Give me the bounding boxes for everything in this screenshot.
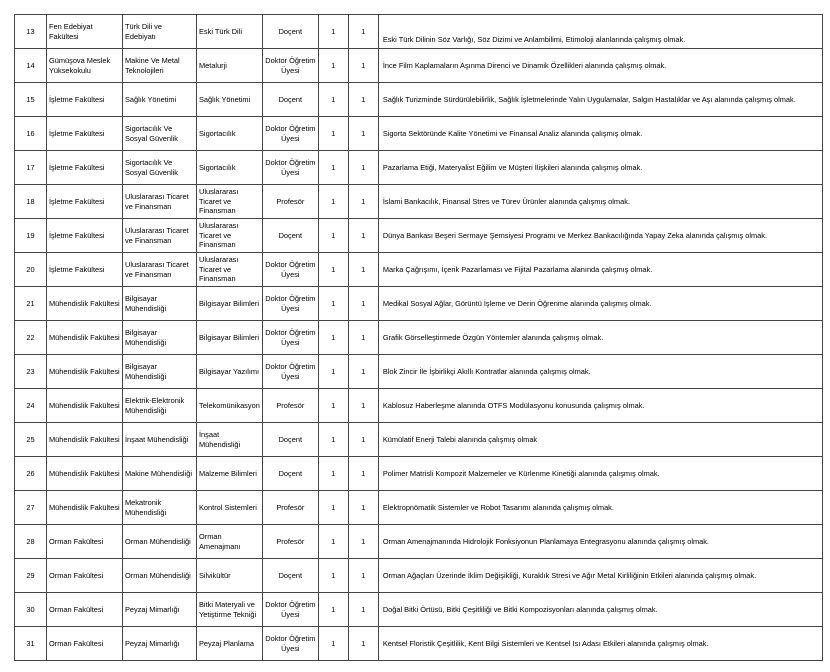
faculty-cell: Orman Fakültesi bbox=[47, 627, 123, 661]
table-row bbox=[15, 457, 823, 491]
requirement-cell: Eski Türk Dilinin Söz Varlığı, Söz Dizimi ve Anlambilimi, Etimoloji alanlarında çalışmış olmak. bbox=[378, 15, 822, 49]
department-cell: Türk Dili ve Edebiyatı bbox=[123, 15, 197, 49]
row-number: 15 bbox=[15, 83, 47, 117]
department-cell: Peyzaj Mimarlığı bbox=[123, 593, 197, 627]
count-a-cell: 1 bbox=[318, 253, 348, 287]
count-a-cell: 1 bbox=[318, 423, 348, 457]
table-row bbox=[15, 83, 823, 117]
requirement-cell: İslami Bankacılık, Finansal Stres ve Türev Ürünler alanında çalışmış olmak. bbox=[378, 185, 822, 219]
table-row bbox=[15, 49, 823, 83]
field-cell: Uluslararası Ticaret ve Finansman bbox=[197, 185, 263, 219]
field-cell: Metalurji bbox=[197, 49, 263, 83]
row-number: 23 bbox=[15, 355, 47, 389]
department-cell: Makine Mühendisliği bbox=[123, 457, 197, 491]
department-cell: Uluslararası Ticaret ve Finansman bbox=[123, 219, 197, 253]
count-b-cell: 1 bbox=[348, 15, 378, 49]
faculty-cell: İşletme Fakültesi bbox=[47, 185, 123, 219]
faculty-cell: Mühendislik Fakültesi bbox=[47, 423, 123, 457]
count-b-cell: 1 bbox=[348, 253, 378, 287]
title-cell: Doktor Öğretim Üyesi bbox=[262, 593, 318, 627]
table-row bbox=[15, 355, 823, 389]
row-number: 16 bbox=[15, 117, 47, 151]
count-b-cell: 1 bbox=[348, 287, 378, 321]
row-number: 13 bbox=[15, 15, 47, 49]
title-cell: Profesör bbox=[262, 185, 318, 219]
title-cell: Doktor Öğretim Üyesi bbox=[262, 117, 318, 151]
title-cell: Profesör bbox=[262, 525, 318, 559]
field-cell: Bilgisayar Yazılımı bbox=[197, 355, 263, 389]
faculty-cell: Fen Edebiyat Fakültesi bbox=[47, 15, 123, 49]
title-cell: Doçent bbox=[262, 457, 318, 491]
department-cell: Bilgisayar Mühendisliği bbox=[123, 321, 197, 355]
row-number: 21 bbox=[15, 287, 47, 321]
position-table bbox=[14, 14, 823, 661]
row-number: 25 bbox=[15, 423, 47, 457]
department-cell: Bilgisayar Mühendisliği bbox=[123, 355, 197, 389]
field-cell: Telekomünikasyon bbox=[197, 389, 263, 423]
title-cell: Profesör bbox=[262, 389, 318, 423]
requirement-cell: Dünya Bankası Beşeri Sermaye Şemsiyesi Programı ve Merkez Bankacılığında Yapay Zeka alanında çalışmış olmak. bbox=[378, 219, 822, 253]
table-row bbox=[15, 491, 823, 525]
requirement-cell: Polimer Matrisli Kompozit Malzemeler ve Kürlenme Kinetiği alanında çalışmış olmak. bbox=[378, 457, 822, 491]
count-b-cell: 1 bbox=[348, 117, 378, 151]
department-cell: Uluslararası Ticaret ve Finansman bbox=[123, 253, 197, 287]
field-cell: Sigortacılık bbox=[197, 151, 263, 185]
field-cell: Uluslararası Ticaret ve Finansman bbox=[197, 253, 263, 287]
count-a-cell: 1 bbox=[318, 321, 348, 355]
row-number: 27 bbox=[15, 491, 47, 525]
count-b-cell: 1 bbox=[348, 457, 378, 491]
field-cell: Bilgisayar Bilimleri bbox=[197, 287, 263, 321]
field-cell: Eski Türk Dili bbox=[197, 15, 263, 49]
title-cell: Doktor Öğretim Üyesi bbox=[262, 627, 318, 661]
row-number: 30 bbox=[15, 593, 47, 627]
requirement-cell: Kentsel Floristik Çeşitlilik, Kent Bilgi Sistemleri ve Kentsel Isı Adası Etkileri alanında çalışmış olmak. bbox=[378, 627, 822, 661]
row-number: 14 bbox=[15, 49, 47, 83]
count-a-cell: 1 bbox=[318, 355, 348, 389]
count-b-cell: 1 bbox=[348, 491, 378, 525]
title-cell: Doçent bbox=[262, 219, 318, 253]
count-a-cell: 1 bbox=[318, 83, 348, 117]
department-cell: Peyzaj Mimarlığı bbox=[123, 627, 197, 661]
title-cell: Doktor Öğretim Üyesi bbox=[262, 49, 318, 83]
faculty-cell: Orman Fakültesi bbox=[47, 593, 123, 627]
requirement-cell: Elektropnömatik Sistemler ve Robot Tasarımı alanında çalışmış olmak. bbox=[378, 491, 822, 525]
department-cell: Sigortacılık Ve Sosyal Güvenlik bbox=[123, 151, 197, 185]
title-cell: Doktor Öğretim Üyesi bbox=[262, 287, 318, 321]
table-row bbox=[15, 559, 823, 593]
row-number: 22 bbox=[15, 321, 47, 355]
field-cell: Kontrol Sistemleri bbox=[197, 491, 263, 525]
department-cell: Uluslararası Ticaret ve Finansman bbox=[123, 185, 197, 219]
row-number: 29 bbox=[15, 559, 47, 593]
faculty-cell: Mühendislik Fakültesi bbox=[47, 287, 123, 321]
count-b-cell: 1 bbox=[348, 49, 378, 83]
row-number: 26 bbox=[15, 457, 47, 491]
field-cell: Sigortacılık bbox=[197, 117, 263, 151]
count-b-cell: 1 bbox=[348, 219, 378, 253]
title-cell: Doçent bbox=[262, 15, 318, 49]
row-number: 20 bbox=[15, 253, 47, 287]
faculty-cell: Gümüşova Meslek Yüksekokulu bbox=[47, 49, 123, 83]
field-cell: Sağlık Yönetimi bbox=[197, 83, 263, 117]
count-b-cell: 1 bbox=[348, 355, 378, 389]
faculty-cell: İşletme Fakültesi bbox=[47, 117, 123, 151]
faculty-cell: Orman Fakültesi bbox=[47, 559, 123, 593]
title-cell: Doktor Öğretim Üyesi bbox=[262, 151, 318, 185]
count-a-cell: 1 bbox=[318, 287, 348, 321]
count-a-cell: 1 bbox=[318, 525, 348, 559]
faculty-cell: Mühendislik Fakültesi bbox=[47, 355, 123, 389]
field-cell: Malzeme Bilimleri bbox=[197, 457, 263, 491]
department-cell: Sigortacılık Ve Sosyal Güvenlik bbox=[123, 117, 197, 151]
count-a-cell: 1 bbox=[318, 219, 348, 253]
faculty-cell: Mühendislik Fakültesi bbox=[47, 321, 123, 355]
field-cell: Peyzaj Planlama bbox=[197, 627, 263, 661]
count-a-cell: 1 bbox=[318, 389, 348, 423]
count-a-cell: 1 bbox=[318, 627, 348, 661]
document-page bbox=[14, 14, 823, 661]
count-a-cell: 1 bbox=[318, 185, 348, 219]
requirement-cell: Marka Çağrışımı, İçerik Pazarlaması ve Fijital Pazarlama alanında çalışmış olmak. bbox=[378, 253, 822, 287]
department-cell: İnşaat Mühendisliği bbox=[123, 423, 197, 457]
row-number: 24 bbox=[15, 389, 47, 423]
table-row bbox=[15, 423, 823, 457]
requirement-cell: Medikal Sosyal Ağlar, Görüntü İşleme ve Derin Öğrenme alanında çalışmış olmak. bbox=[378, 287, 822, 321]
table-row bbox=[15, 627, 823, 661]
table-row bbox=[15, 321, 823, 355]
department-cell: Orman Mühendisliği bbox=[123, 559, 197, 593]
faculty-cell: İşletme Fakültesi bbox=[47, 253, 123, 287]
count-a-cell: 1 bbox=[318, 151, 348, 185]
field-cell: Bilgisayar Bilimleri bbox=[197, 321, 263, 355]
table-row bbox=[15, 593, 823, 627]
requirement-cell: Orman Amenajmanında Hidrolojik Fonksiyonun Planlamaya Entegrasyonu alanında çalışmış olmak. bbox=[378, 525, 822, 559]
table-row bbox=[15, 219, 823, 253]
table-body bbox=[15, 15, 823, 661]
field-cell: İnşaat Mühendisliği bbox=[197, 423, 263, 457]
count-a-cell: 1 bbox=[318, 457, 348, 491]
requirement-cell: Sağlık Turizminde Sürdürülebilirlik, Sağlık İşletmelerinde Yalın Uygulamalar, Salgın Hastalıklar ve Aşı alanında çalışmış olmak. bbox=[378, 83, 822, 117]
count-b-cell: 1 bbox=[348, 559, 378, 593]
row-number: 31 bbox=[15, 627, 47, 661]
faculty-cell: İşletme Fakültesi bbox=[47, 151, 123, 185]
field-cell: Bitki Materyali ve Yetiştirme Tekniği bbox=[197, 593, 263, 627]
requirement-cell: Blok Zincir İle İşbirlikçi Akıllı Kontratlar alanında çalışmış olmak. bbox=[378, 355, 822, 389]
department-cell: Orman Mühendisliği bbox=[123, 525, 197, 559]
requirement-cell: Sigorta Sektöründe Kalite Yönetimi ve Finansal Analiz alanında çalışmış olmak. bbox=[378, 117, 822, 151]
count-a-cell: 1 bbox=[318, 117, 348, 151]
table-row bbox=[15, 117, 823, 151]
count-b-cell: 1 bbox=[348, 389, 378, 423]
count-b-cell: 1 bbox=[348, 321, 378, 355]
title-cell: Doçent bbox=[262, 83, 318, 117]
table-row bbox=[15, 15, 823, 49]
table-row bbox=[15, 185, 823, 219]
count-a-cell: 1 bbox=[318, 15, 348, 49]
title-cell: Doktor Öğretim Üyesi bbox=[262, 321, 318, 355]
department-cell: Sağlık Yönetimi bbox=[123, 83, 197, 117]
count-b-cell: 1 bbox=[348, 593, 378, 627]
count-b-cell: 1 bbox=[348, 151, 378, 185]
title-cell: Doktor Öğretim Üyesi bbox=[262, 355, 318, 389]
field-cell: Orman Amenajmanı bbox=[197, 525, 263, 559]
department-cell: Makine Ve Metal Teknolojileri bbox=[123, 49, 197, 83]
table-row bbox=[15, 389, 823, 423]
requirement-cell: İnce Film Kaplamaların Aşınma Direnci ve Dinamik Özellikleri alanında çalışmış olmak. bbox=[378, 49, 822, 83]
faculty-cell: Mühendislik Fakültesi bbox=[47, 491, 123, 525]
count-b-cell: 1 bbox=[348, 423, 378, 457]
row-number: 17 bbox=[15, 151, 47, 185]
field-cell: Silvikültür bbox=[197, 559, 263, 593]
department-cell: Elektrik-Elektronik Mühendisliği bbox=[123, 389, 197, 423]
row-number: 19 bbox=[15, 219, 47, 253]
title-cell: Profesör bbox=[262, 491, 318, 525]
row-number: 28 bbox=[15, 525, 47, 559]
requirement-cell: Doğal Bitki Örtüsü, Bitki Çeşitliliği ve Bitki Kompozisyonları alanında çalışmış olmak. bbox=[378, 593, 822, 627]
count-a-cell: 1 bbox=[318, 491, 348, 525]
title-cell: Doçent bbox=[262, 559, 318, 593]
count-a-cell: 1 bbox=[318, 593, 348, 627]
count-b-cell: 1 bbox=[348, 525, 378, 559]
count-b-cell: 1 bbox=[348, 627, 378, 661]
requirement-cell: Grafik Görselleştirmede Özgün Yöntemler alanında çalışmış olmak. bbox=[378, 321, 822, 355]
title-cell: Doktor Öğretim Üyesi bbox=[262, 253, 318, 287]
faculty-cell: İşletme Fakültesi bbox=[47, 83, 123, 117]
count-a-cell: 1 bbox=[318, 49, 348, 83]
requirement-cell: Kablosuz Haberleşme alanında OTFS Modülasyonu konusunda çalışmış olmak. bbox=[378, 389, 822, 423]
faculty-cell: Mühendislik Fakültesi bbox=[47, 457, 123, 491]
requirement-cell: Pazarlama Etiği, Materyalist Eğilim ve Müşteri İlişkileri alanında çalışmış olmak. bbox=[378, 151, 822, 185]
table-row bbox=[15, 151, 823, 185]
requirement-cell: Orman Ağaçları Üzerinde İklim Değişikliği, Kuraklık Stresi ve Ağır Metal Kirliliğinin Etkileri alanında çalışmış olmak. bbox=[378, 559, 822, 593]
faculty-cell: İşletme Fakültesi bbox=[47, 219, 123, 253]
row-number: 18 bbox=[15, 185, 47, 219]
requirement-cell: Kümülatif Enerji Talebi alanında çalışmış olmak bbox=[378, 423, 822, 457]
table-row bbox=[15, 287, 823, 321]
count-b-cell: 1 bbox=[348, 83, 378, 117]
department-cell: Bilgisayar Mühendisliği bbox=[123, 287, 197, 321]
count-b-cell: 1 bbox=[348, 185, 378, 219]
faculty-cell: Orman Fakültesi bbox=[47, 525, 123, 559]
field-cell: Uluslararası Ticaret ve Finansman bbox=[197, 219, 263, 253]
faculty-cell: Mühendislik Fakültesi bbox=[47, 389, 123, 423]
table-row bbox=[15, 525, 823, 559]
title-cell: Doçent bbox=[262, 423, 318, 457]
department-cell: Mekatronik Mühendisliği bbox=[123, 491, 197, 525]
table-row bbox=[15, 253, 823, 287]
count-a-cell: 1 bbox=[318, 559, 348, 593]
